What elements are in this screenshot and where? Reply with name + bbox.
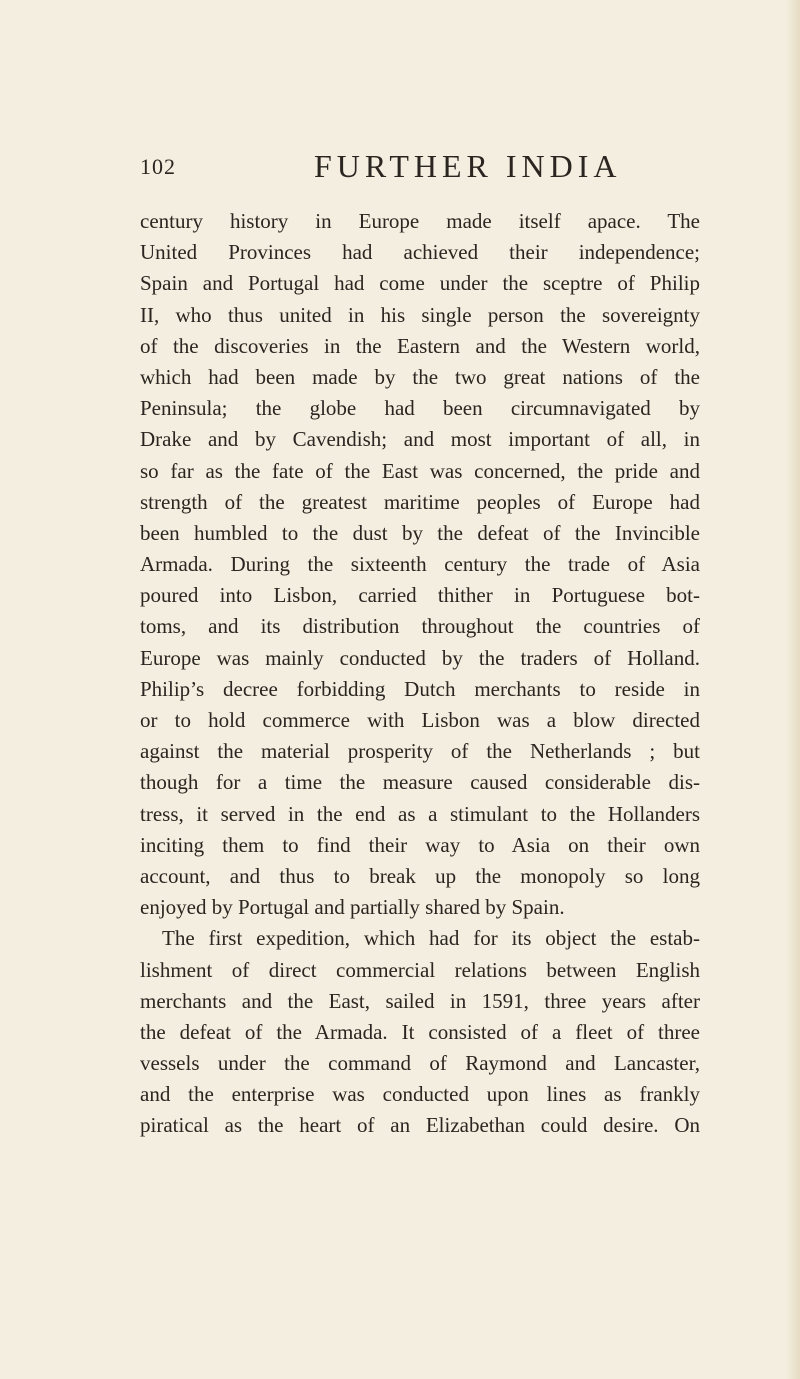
text-line: tress, it served in the end as a stimulant to the Hollanders: [140, 801, 700, 826]
text-line: lishment of direct commercial relations between English: [140, 957, 700, 982]
text-line: United Provinces had achieved their independence;: [140, 240, 700, 265]
text-line: or to hold commerce with Lisbon was a blow directed: [140, 708, 700, 732]
text-line: strength of the greatest maritime peoples of Europe had: [140, 489, 700, 514]
text-line: against the material prosperity of the Netherlands ; but: [140, 739, 700, 764]
text-line: toms, and its distribution throughout the countries of: [140, 614, 700, 639]
text-line: II, who thus united in his single person the sovereignty: [140, 302, 700, 327]
text-line: vessels under the command of Raymond and Lancaster,: [140, 1051, 700, 1076]
paragraph-start-line: The first expedition, which had for its object the estab-: [162, 926, 700, 951]
running-head: FURTHER INDIA: [314, 148, 622, 184]
text-line: century history in Europe made itself apace. The: [140, 209, 700, 233]
text-line: Philip’s decree forbidding Dutch merchants to reside in: [140, 676, 700, 701]
text-line: though for a time the measure caused considerable dis-: [140, 770, 700, 795]
text-line: of the discoveries in the Eastern and the Western world,: [140, 333, 700, 358]
text-line: which had been made by the two great nations of the: [140, 364, 700, 389]
text-line: poured into Lisbon, carried thither in Portuguese bot-: [140, 583, 700, 608]
text-line: and the enterprise was conducted upon lines as frankly: [140, 1082, 700, 1107]
text-line: enjoyed by Portugal and partially shared by Spain.: [140, 895, 565, 920]
page-header: [140, 148, 700, 188]
text-line: Peninsula; the globe had been circumnavigated by: [140, 396, 700, 421]
body-text: [140, 206, 700, 1142]
text-line: Drake and by Cavendish; and most important of all, in: [140, 427, 700, 452]
text-line: piratical as the heart of an Elizabethan could desire. On: [140, 1113, 700, 1138]
page-number: 102: [140, 154, 176, 179]
text-line: the defeat of the Armada. It consisted of a fleet of three: [140, 1019, 700, 1044]
text-line: merchants and the East, sailed in 1591, three years after: [140, 988, 700, 1013]
page-edge-shadow: [786, 0, 800, 1379]
text-line: Spain and Portugal had come under the sceptre of Philip: [140, 271, 700, 296]
text-line: Armada. During the sixteenth century the trade of Asia: [140, 552, 700, 577]
text-line: Europe was mainly conducted by the traders of Holland.: [140, 645, 700, 670]
text-line: so far as the fate of the East was concerned, the pride and: [140, 458, 700, 483]
text-line: been humbled to the dust by the defeat of the Invincible: [140, 520, 700, 545]
text-line: account, and thus to break up the monopoly so long: [140, 863, 700, 888]
text-line: inciting them to find their way to Asia on their own: [140, 832, 700, 857]
